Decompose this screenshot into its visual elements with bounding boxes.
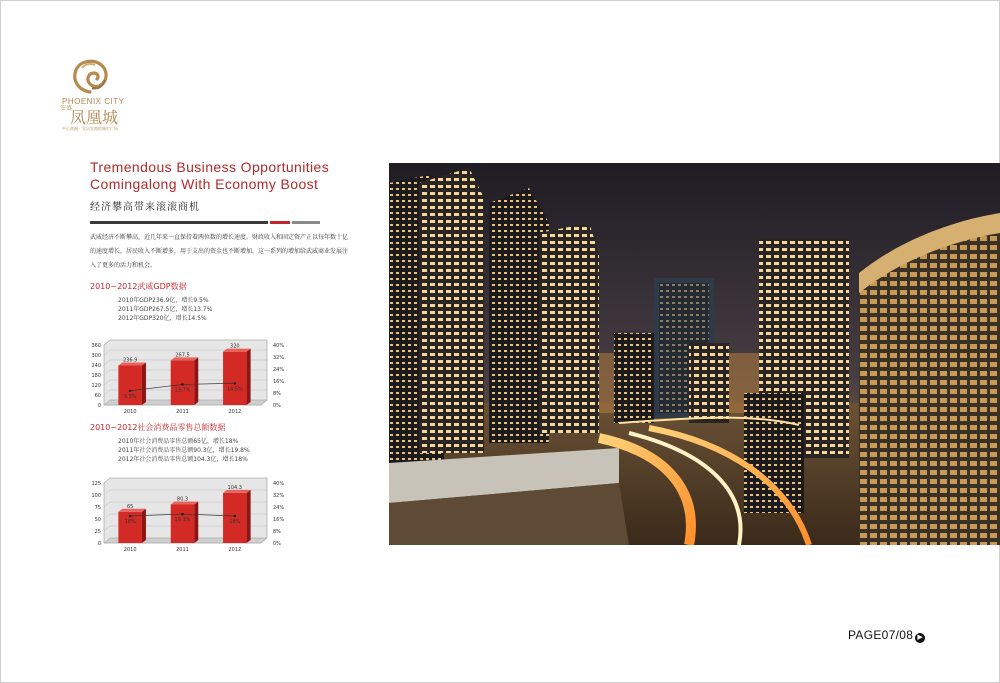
gdp-ytick-label: 0 xyxy=(97,403,101,409)
gdp-y2tick-label: 24% xyxy=(273,367,285,373)
gdp-xtick-label: 2012 xyxy=(228,409,242,415)
retail-y2tick-label: 32% xyxy=(273,493,285,499)
retail-stats xyxy=(118,437,250,464)
gdp-chart xyxy=(86,323,286,415)
retail-bar-side xyxy=(142,509,146,543)
gdp-growth-label: 14.5% xyxy=(226,386,243,393)
retail-growth-point xyxy=(181,513,184,516)
gdp-stat-2011: 2011年GDP267.5亿，增长13.7% xyxy=(118,306,213,313)
retail-bar xyxy=(171,504,195,543)
gdp-growth-point xyxy=(181,383,184,386)
retail-ytick-label: 100 xyxy=(91,493,101,499)
retail-bar-side xyxy=(247,490,251,543)
retail-stat-2010: 2010年社会消费品零售总额65亿，增长18% xyxy=(118,438,239,445)
next-page-arrow-icon[interactable]: ▶ xyxy=(915,633,925,643)
gdp-ytick-label: 180 xyxy=(91,373,101,379)
gdp-growth-label: 9.5% xyxy=(123,393,137,400)
gdp-y2tick-label: 8% xyxy=(273,391,281,397)
gdp-growth-point xyxy=(129,389,132,392)
logo xyxy=(56,58,140,136)
retail-ytick-label: 0 xyxy=(97,541,101,547)
divider-red xyxy=(270,221,290,224)
retail-growth-point xyxy=(234,515,237,518)
intro-paragraph: 武威经济不断攀高，近几年来一直保持着两位数的增长速度。财政收入和固定资产正以每年数十亿的速度增长，居民收入不断增多，用于支出的资金也不断增加，这一系列的增加给武威商业发展注入了更多的活力和机会。 xyxy=(90,234,349,269)
gdp-stat-2012: 2012年GDP320亿，增长14.5% xyxy=(118,315,207,322)
retail-chart xyxy=(86,465,286,555)
city-night-photo xyxy=(389,163,1000,545)
gdp-bar-side xyxy=(142,363,146,405)
gdp-growth-point xyxy=(234,382,237,385)
page-title-chinese: 经济攀高带来滚滚商机 xyxy=(90,202,200,213)
retail-ytick-label: 75 xyxy=(94,505,101,511)
retail-value-label: 104.3 xyxy=(227,484,242,491)
divider-gray xyxy=(292,221,320,224)
title-line-2: Comingalong With Economy Boost xyxy=(90,176,319,192)
logo-brand xyxy=(60,105,118,128)
gdp-ytick-label: 300 xyxy=(91,353,101,359)
gdp-bar-side xyxy=(247,349,251,405)
retail-ytick-label: 50 xyxy=(94,517,101,523)
retail-xtick-label: 2012 xyxy=(228,547,242,553)
page-title-english xyxy=(90,159,329,193)
logo-tagline: 中心商圈 · 宜居宜商的城市广场 xyxy=(62,126,118,131)
gdp-xtick-label: 2010 xyxy=(123,409,137,415)
gdp-ytick-label: 360 xyxy=(91,343,101,349)
gdp-y2tick-label: 40% xyxy=(273,343,285,349)
logo-brand-name: 凤凰城 xyxy=(70,108,119,127)
page-number xyxy=(848,628,925,643)
retail-stat-2011: 2011年社会消费品零售总额90.3亿，增长19.8% xyxy=(118,447,250,454)
phoenix-logo-icon xyxy=(70,58,110,96)
retail-y2tick-label: 24% xyxy=(273,505,285,511)
retail-y2tick-label: 40% xyxy=(273,481,285,487)
gdp-value-label: 236.9 xyxy=(123,357,138,364)
gdp-bar-side xyxy=(194,357,198,405)
gdp-ytick-label: 240 xyxy=(91,363,101,369)
retail-y2tick-label: 0% xyxy=(273,541,281,547)
retail-stat-2012: 2012年社会消费品零售总额104.3亿，增长18% xyxy=(118,456,248,463)
gdp-y2tick-label: 32% xyxy=(273,355,285,361)
retail-value-label: 80.3 xyxy=(176,496,189,503)
gdp-xtick-label: 2011 xyxy=(176,409,189,415)
logo-brand-small: 安盛 xyxy=(60,105,73,112)
title-line-1: Tremendous Business Opportunities xyxy=(90,159,330,175)
retail-value-label: 65 xyxy=(126,503,134,510)
gdp-value-label: 267.5 xyxy=(175,352,190,359)
gdp-ytick-label: 120 xyxy=(91,383,101,389)
retail-ytick-label: 125 xyxy=(91,481,101,487)
retail-growth-label: 19.3% xyxy=(174,517,191,524)
gdp-section-title: 2010~2012武威GDP数据 xyxy=(90,282,187,291)
retail-growth-point xyxy=(129,515,132,518)
gdp-value-label: 320 xyxy=(230,343,240,350)
gdp-bar xyxy=(223,352,247,405)
gdp-bar xyxy=(171,360,195,405)
divider-dark xyxy=(90,221,268,224)
gdp-growth-label: 13.7% xyxy=(174,387,191,394)
gdp-ytick-label: 60 xyxy=(94,393,101,399)
retail-growth-label: 18% xyxy=(124,519,136,525)
retail-y2tick-label: 8% xyxy=(273,529,281,535)
retail-y2tick-label: 16% xyxy=(273,517,285,523)
retail-bar xyxy=(223,493,247,543)
logo-english-name: PHOENIX CITY xyxy=(62,97,125,106)
retail-xtick-label: 2010 xyxy=(123,547,137,553)
gdp-y2tick-label: 0% xyxy=(273,403,281,409)
page-number-label: PAGE07/08 xyxy=(848,628,914,642)
gdp-stat-2010: 2010年GDP236.9亿，增长9.5% xyxy=(118,297,209,304)
gdp-y2tick-label: 16% xyxy=(273,379,285,385)
retail-bar-side xyxy=(194,501,198,543)
retail-ytick-label: 25 xyxy=(94,529,101,535)
retail-xtick-label: 2011 xyxy=(176,547,189,553)
gdp-stats xyxy=(118,296,212,323)
retail-growth-label: 18% xyxy=(229,519,241,525)
retail-section-title: 2010~2012社会消费品零售总额数据 xyxy=(90,423,226,432)
